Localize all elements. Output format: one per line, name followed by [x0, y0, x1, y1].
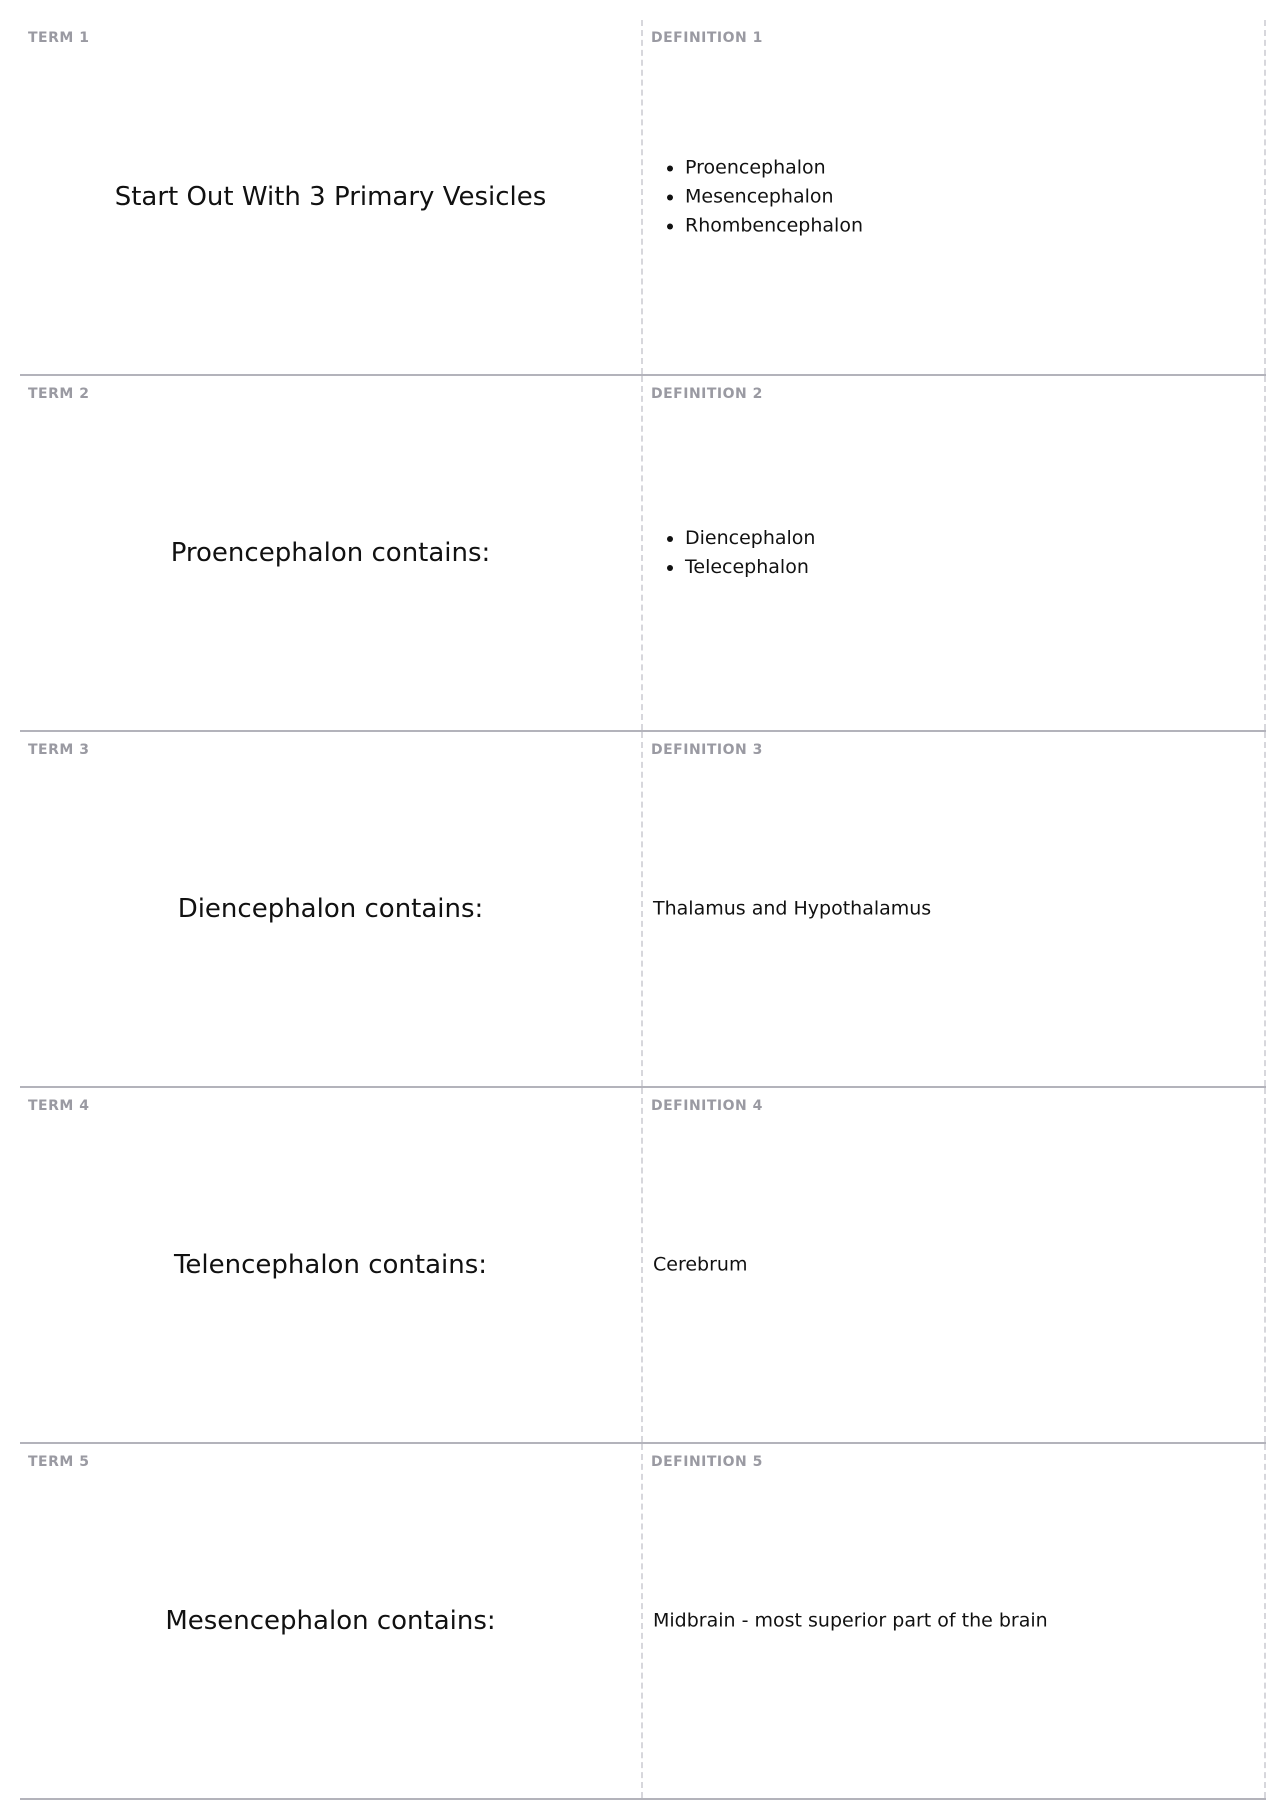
definition-list-item: • Diencephalon — [685, 524, 1254, 553]
flashcard-row — [20, 732, 1266, 1088]
definition-body — [653, 1607, 1254, 1636]
term-cell — [20, 1444, 643, 1798]
definition-cell — [643, 1088, 1266, 1442]
term-text: Diencephalon contains: — [177, 894, 484, 924]
definition-text: Thalamus and Hypothalamus — [653, 897, 932, 920]
term-label: TERM 3 — [28, 742, 90, 758]
term-label: TERM 5 — [28, 1454, 90, 1470]
definition-list-item: • Telecephalon — [685, 553, 1254, 582]
term-cell — [20, 732, 643, 1086]
term-text: Mesencephalon contains: — [165, 1606, 496, 1636]
definition-label: DEFINITION 3 — [651, 742, 763, 758]
definition-body — [653, 895, 1254, 924]
term-text: Proencephalon contains: — [170, 538, 491, 568]
term-label: TERM 2 — [28, 386, 90, 402]
flashcard-row — [20, 1088, 1266, 1444]
term-text: Start Out With 3 Primary Vesicles — [114, 182, 547, 212]
definition-cell — [643, 732, 1266, 1086]
term-cell — [20, 20, 643, 374]
definition-text: Midbrain - most superior part of the brain — [653, 1609, 1048, 1632]
flashcard-sheet — [20, 20, 1266, 1800]
flashcard-row — [20, 20, 1266, 376]
definition-list-item: • Rhombencephalon — [685, 212, 1254, 241]
definition-list — [653, 154, 1254, 241]
definition-list — [653, 524, 1254, 582]
definition-cell — [643, 1444, 1266, 1798]
term-label: TERM 1 — [28, 30, 90, 46]
definition-list-item: • Proencephalon — [685, 154, 1254, 183]
flashcard-row — [20, 1444, 1266, 1800]
definition-label: DEFINITION 4 — [651, 1098, 763, 1114]
definition-cell — [643, 376, 1266, 730]
term-label: TERM 4 — [28, 1098, 90, 1114]
definition-list-item: • Mesencephalon — [685, 183, 1254, 212]
term-cell — [20, 376, 643, 730]
definition-body — [653, 1251, 1254, 1280]
flashcard-row — [20, 376, 1266, 732]
definition-label: DEFINITION 5 — [651, 1454, 763, 1470]
definition-body — [653, 524, 1254, 582]
term-text: Telencephalon contains: — [173, 1250, 488, 1280]
definition-label: DEFINITION 1 — [651, 30, 763, 46]
term-cell — [20, 1088, 643, 1442]
definition-text: Cerebrum — [653, 1253, 748, 1276]
definition-label: DEFINITION 2 — [651, 386, 763, 402]
definition-cell — [643, 20, 1266, 374]
definition-body — [653, 154, 1254, 241]
